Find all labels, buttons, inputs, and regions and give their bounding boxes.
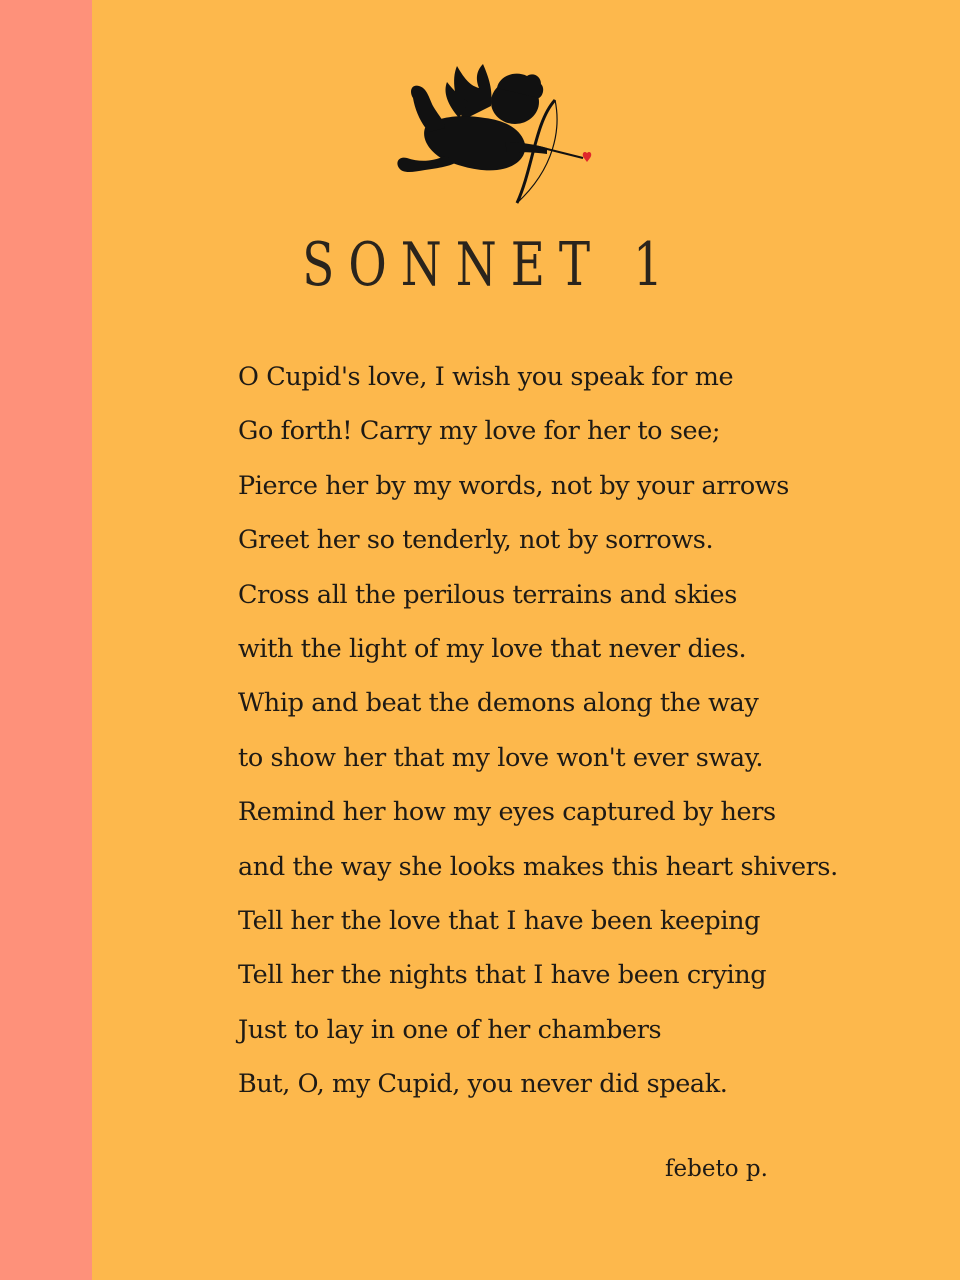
poem-line: Just to lay in one of her chambers (238, 1014, 662, 1045)
poem-line: But, O, my Cupid, you never did speak. (238, 1069, 728, 1100)
poem-line: O Cupid's love, I wish you speak for me (238, 362, 734, 392)
poem-line: Cross all the perilous terrains and skies (238, 579, 737, 610)
poem-line: to show her that my love won't ever sway. (238, 742, 764, 773)
poem-line: with the light of my love that never dies. (238, 634, 747, 665)
poem-line: Pierce her by my words, not by your arrows (238, 470, 789, 501)
poem-title: SONNET 1 (302, 230, 677, 300)
poem-line: Whip and beat the demons along the way (238, 688, 759, 719)
author-signature: febeto p. (665, 1156, 768, 1182)
poem-line: Tell her the love that I have been keeping (238, 906, 761, 937)
side-stripe (0, 0, 92, 1280)
poem-line: Tell her the nights that I have been crying (238, 960, 767, 991)
poem-line: Remind her how my eyes captured by hers (238, 797, 776, 828)
poem-line: and the way she looks makes this heart shivers. (238, 851, 838, 882)
poem-line: Greet her so tenderly, not by sorrows. (238, 525, 714, 556)
poem-body (238, 350, 938, 1112)
cupid-silhouette-icon (385, 58, 600, 208)
poem-line: Go forth! Carry my love for her to see; (238, 416, 721, 447)
